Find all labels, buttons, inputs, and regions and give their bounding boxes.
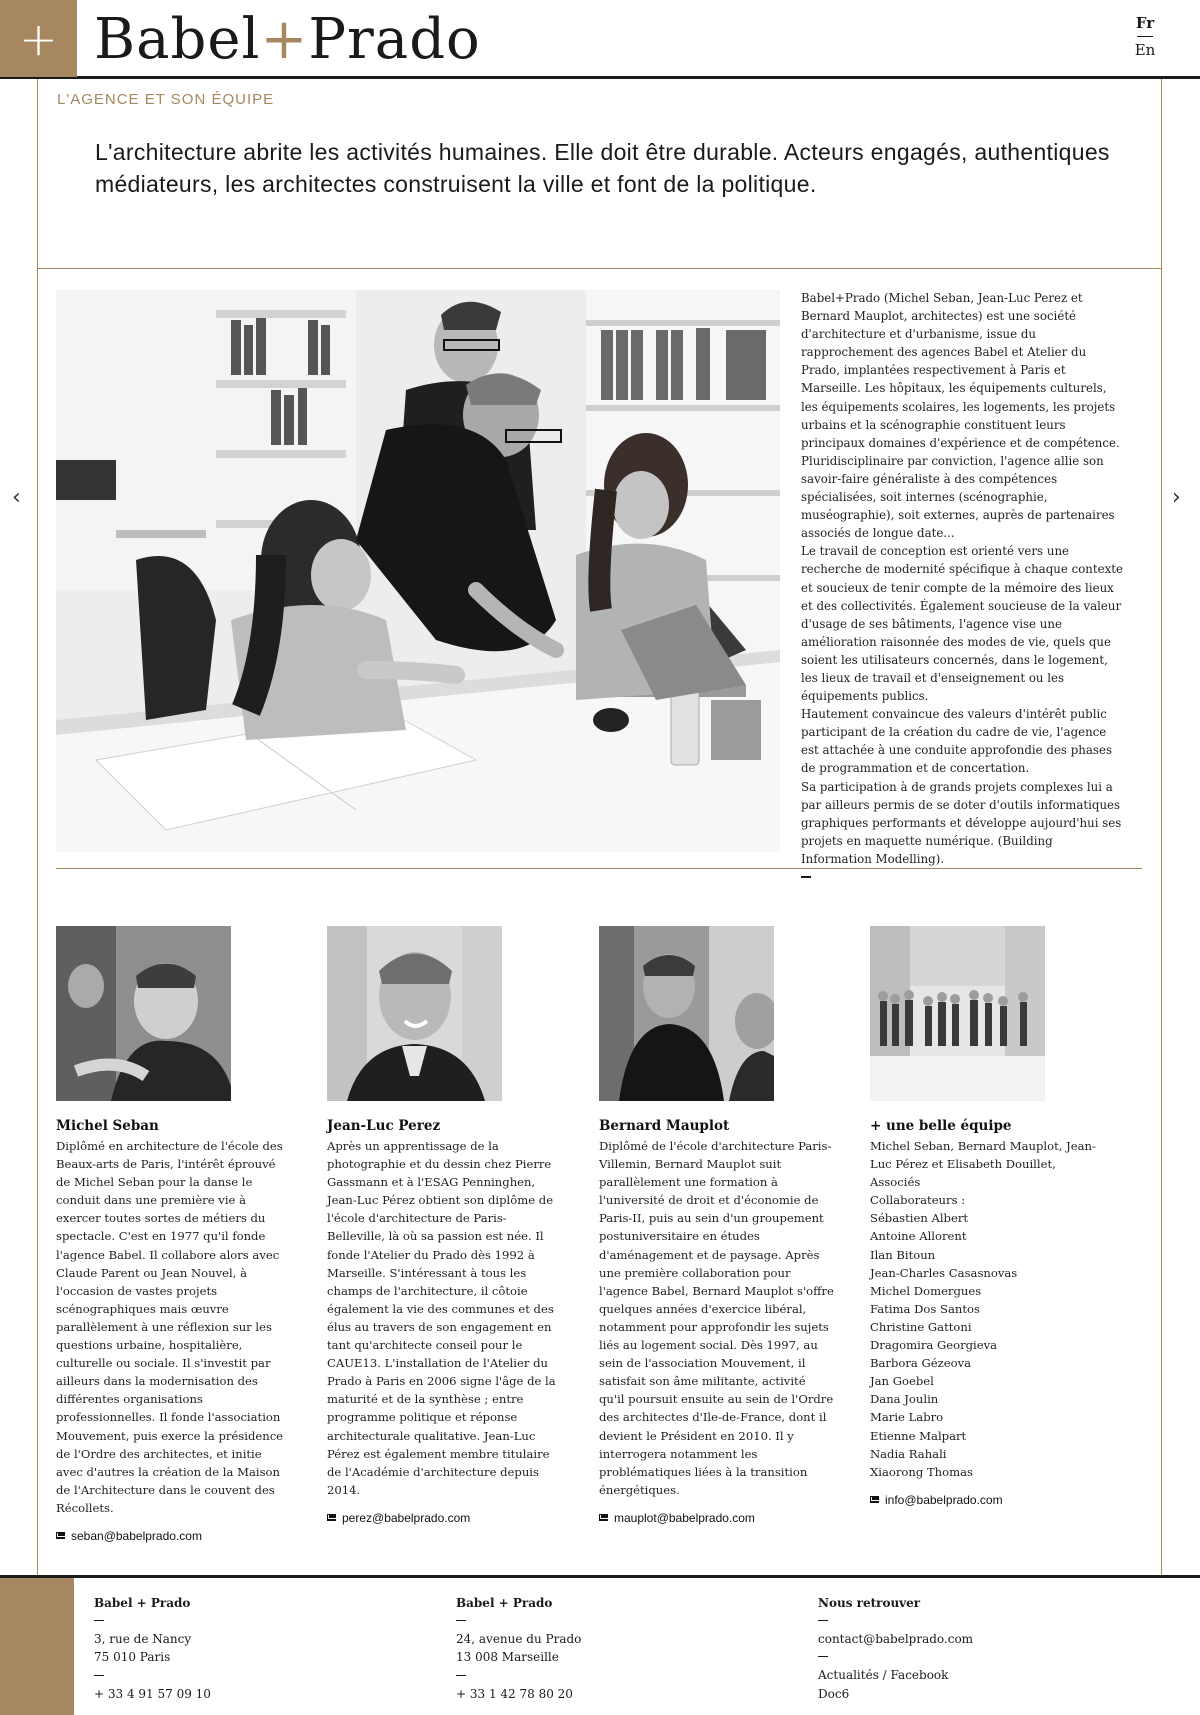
site-logo[interactable] xyxy=(94,4,481,76)
carousel-next-icon[interactable]: › xyxy=(1172,485,1181,510)
footer-title: Babel + Prado xyxy=(94,1596,191,1610)
team-member-mauplot xyxy=(599,926,834,1525)
agency-paragraph: Babel+Prado (Michel Seban, Jean-Luc Perez et Bernard Mauplot, architectes) est une société d'architecture et d'urbanisme, issue du rapprochement des agences Babel et Atelier du Prado, implantées respectivement à Paris et Marseille. Les hôpitaux, les équipements culturels, les équipements scolaires, les logements, les projets urbains et la scénographie constituent leurs principaux domaines d'expérience et de compétence. xyxy=(801,291,1120,450)
portrait-bernard-mauplot xyxy=(599,926,774,1101)
portrait-jean-luc-perez xyxy=(327,926,502,1101)
footer-paris xyxy=(94,1594,211,1703)
team-list-line: Michel Seban, Bernard Mauplot, Jean-Luc Pérez et Elisabeth Douillet, Associés xyxy=(870,1139,1096,1190)
portrait-illustration xyxy=(327,926,502,1101)
member-email-text: info@babelprado.com xyxy=(885,1492,1003,1507)
team-list-line: Jean-Charles Casasnovas xyxy=(870,1265,1018,1280)
team-list-line: Dana Joulin xyxy=(870,1392,939,1407)
team-list-line: Christine Gattoni xyxy=(870,1319,972,1334)
logo-text-prado: Prado xyxy=(308,7,481,72)
team-list xyxy=(870,1137,1105,1481)
lang-divider xyxy=(1137,36,1153,37)
team-list-line: Etienne Malpart xyxy=(870,1428,967,1443)
envelope-icon xyxy=(599,1514,608,1521)
footer-phone[interactable]: + 33 4 91 57 09 10 xyxy=(94,1686,211,1701)
footer-dash xyxy=(818,1620,828,1621)
team-list-line: Michel Domergues xyxy=(870,1283,982,1298)
footer-title: Nous retrouver xyxy=(818,1596,921,1610)
portrait-michel-seban xyxy=(56,926,231,1101)
member-email-text: mauplot@babelprado.com xyxy=(614,1510,755,1525)
portrait-illustration xyxy=(599,926,774,1101)
member-email-link[interactable] xyxy=(599,1511,834,1525)
team-list-line: Marie Labro xyxy=(870,1410,944,1425)
member-email-link[interactable] xyxy=(56,1529,291,1543)
footer-dash xyxy=(94,1675,104,1676)
portrait-illustration xyxy=(56,926,231,1101)
divider xyxy=(37,268,1162,269)
footer-address-line: 3, rue de Nancy xyxy=(94,1632,192,1647)
team-photo-illustration xyxy=(56,290,780,852)
member-name: Bernard Mauplot xyxy=(599,1118,730,1134)
team-list-line: Sébastien Albert xyxy=(870,1211,969,1226)
divider xyxy=(56,868,1142,869)
member-name: Michel Seban xyxy=(56,1118,159,1134)
footer-contact xyxy=(818,1594,973,1703)
member-email-text: perez@babelprado.com xyxy=(342,1510,471,1525)
team-member-seban xyxy=(56,926,291,1543)
frame-line-right xyxy=(1161,79,1162,1575)
team-member-group xyxy=(870,926,1105,1507)
site-footer xyxy=(0,1575,1200,1715)
footer-address-line: 24, avenue du Prado xyxy=(456,1632,582,1647)
team-list-line: Fatima Dos Santos xyxy=(870,1301,980,1316)
team-member-perez xyxy=(327,926,562,1525)
member-email-link[interactable] xyxy=(870,1493,1105,1507)
lang-en-link[interactable]: En xyxy=(1134,41,1156,59)
footer-news-facebook-link[interactable]: Actualités / Facebook xyxy=(818,1668,949,1683)
envelope-icon xyxy=(56,1532,65,1539)
portrait-illustration xyxy=(870,926,1045,1101)
member-name: + une belle équipe xyxy=(870,1118,1012,1134)
footer-contact-email[interactable]: contact@babelprado.com xyxy=(818,1632,974,1647)
footer-dash xyxy=(94,1620,104,1621)
site-header xyxy=(0,0,1200,79)
language-switcher xyxy=(1130,14,1160,59)
footer-title: Babel + Prado xyxy=(456,1596,553,1610)
envelope-icon xyxy=(870,1496,879,1503)
frame-line-left xyxy=(37,79,38,1575)
footer-dash xyxy=(818,1656,828,1657)
member-name: Jean-Luc Perez xyxy=(327,1118,441,1134)
team-list-line: Barbora Gézeova xyxy=(870,1356,972,1371)
agency-paragraph: Pluridisciplinaire par conviction, l'agence allie son savoir-faire généraliste à des compétences spécialisées, soit internes (scénographie, muséographie), soit externes, auprès de partenaires associés de longue date... xyxy=(801,453,1115,541)
lang-fr-link[interactable]: Fr xyxy=(1135,14,1155,32)
footer-dash xyxy=(456,1675,466,1676)
envelope-icon xyxy=(327,1514,336,1521)
member-email-text: seban@babelprado.com xyxy=(71,1528,202,1543)
team-list-line: Collaborateurs : xyxy=(870,1193,966,1208)
agency-paragraph: Hautement convaincue des valeurs d'intérêt public participant de la création du cadre de vie, l'agence est attachée à une conduite approfondie des phases de programmation et de concertation. xyxy=(801,707,1113,776)
member-bio: Diplômé de l'école d'architecture Paris-Villemin, Bernard Mauplot suit parallèlement une formation à l'université de droit et d'économie de Paris-II, puis au sein d'un groupement postuniversitaire en études d'aménagement et de paysage. Après une première collaboration pour l'agence Babel, Bernard Mauplot s'offre quelques années d'exercice libéral, notamment pour approfondir les sujets liés au logement social. Dès 1997, au sein de l'association Mouvement, il satisfait son âme militante, activité qu'il poursuit ensuite au sein de l'Ordre des architectes d'Ile-de-France, dont il devient le Président en 2010. Il y interrogera notamment les problématiques liées à la transition énergétiques. xyxy=(599,1139,834,1497)
agency-paragraph: Sa participation à de grands projets complexes lui a par ailleurs permis de se doter d'outils informatiques graphiques performants et développe aujourd'hui ses projets en maquette numérique. (Building Information Modelling). xyxy=(801,779,1122,866)
agency-paragraph: Le travail de conception est orienté vers une recherche de modernité spécifique à chaque contexte et soucieux de tenir compte de la mémoire des lieux et des collectivités. Également soucieuse de la valeur d'usage de ses bâtiments, l'agence vise une amélioration raisonnée des modes de vie, quels que soient les utilisateurs concernés, dans le logement, les lieux de travail et d'enseignement ou les équipements publics. xyxy=(801,544,1123,704)
member-bio: Après un apprentissage de la photographie et du dessin chez Pierre Gassmann et à l'ESAG Penninghen, Jean-Luc Pérez obtient son diplôme de l'école d'architecture de Paris-Belleville, là où sa passion est née. Il fonde l'Atelier du Prado dès 1992 à Marseille. S'intéressant à tous les champs de l'architecture, il côtoie également la vie des communes et des élus au travers de son engagement en tant qu'architecte conseil pour le CAUE13. L'installation de l'Atelier du Prado à Paris en 2006 signe l'âge de la maturité et de la synthèse ; entre programme politique et réponse architecturale qualitative. Jean-Luc Pérez est également membre titulaire de l'Académie d'architecture depuis 2014. xyxy=(327,1139,556,1497)
footer-address-line: 13 008 Marseille xyxy=(456,1650,559,1665)
team-list-line: Dragomira Georgieva xyxy=(870,1338,998,1353)
team-list-line: Xiaorong Thomas xyxy=(870,1464,973,1479)
footer-dash xyxy=(456,1620,466,1621)
team-list-line: Jan Goebel xyxy=(870,1374,934,1389)
team-photo xyxy=(56,290,780,852)
logo-text-babel: Babel xyxy=(94,7,261,72)
member-email-link[interactable] xyxy=(327,1511,562,1525)
footer-phone[interactable]: + 33 1 42 78 80 20 xyxy=(456,1686,573,1701)
footer-accent-block xyxy=(0,1578,74,1715)
portrait-team-group xyxy=(870,926,1045,1101)
team-list-line: Antoine Allorent xyxy=(870,1229,967,1244)
footer-address-line: 75 010 Paris xyxy=(94,1650,171,1665)
intro-statement: L'architecture abrite les activités humaines. Elle doit être durable. Acteurs engagés, authentiques médiateurs, les architectes construisent la ville et font de la politique. xyxy=(95,139,1110,197)
logo-plus-button[interactable]: + xyxy=(0,0,77,77)
text-end-dash xyxy=(801,876,811,878)
member-bio: Diplômé en architecture de l'école des Beaux-arts de Paris, l'intérêt éprouvé de Michel Seban pour la danse le conduit dans une première vie à exercer toutes sortes de métiers du spectacle. C'est en 1977 qu'il fonde l'agence Babel. Il collabore alors avec Claude Parent ou Jean Nouvel, à l'occasion de vastes projets scénographiques mais œuvre parallèlement à une réflexion sur les questions urbaine, hospitalière, culturelle ou sociale. Il s'investit par ailleurs dans la modernisation des différentes organisations professionnelles. Il fonde l'association Mouvement, puis exerce la présidence de l'Ordre des architectes, et initie avec d'autres la création de la Maison de l'Architecture dans le couvent des Récollets. xyxy=(56,1139,284,1515)
carousel-prev-icon[interactable]: ‹ xyxy=(12,485,21,510)
team-list-line: Ilan Bitoun xyxy=(870,1247,936,1262)
footer-doc-link[interactable]: Doc6 xyxy=(818,1686,850,1701)
team-list-line: Nadia Rahali xyxy=(870,1446,947,1461)
agency-description xyxy=(801,289,1123,878)
section-label: L'AGENCE ET SON ÉQUIPE xyxy=(57,91,275,108)
logo-text-plus: + xyxy=(260,7,309,72)
footer-marseille xyxy=(456,1594,581,1703)
